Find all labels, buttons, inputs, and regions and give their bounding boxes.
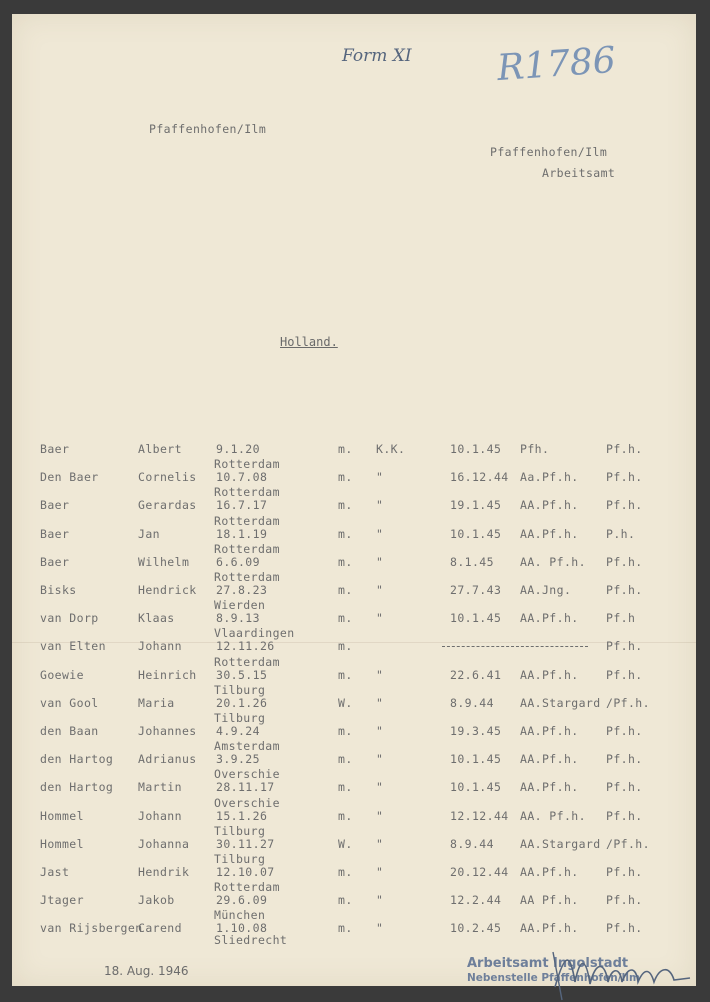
cell-firstname: Maria xyxy=(138,695,175,710)
cell-firstname: Johann xyxy=(138,639,182,654)
cell-firstname: Albert xyxy=(138,442,182,456)
cell-firstname: Adrianus xyxy=(138,752,197,767)
cell-marital: " xyxy=(376,893,384,908)
cell-date: 19.1.45 xyxy=(450,498,502,513)
cell-dest: Pf.h xyxy=(606,611,636,626)
cell-firstname: Klaas xyxy=(138,611,175,626)
cell-marital: " xyxy=(376,865,384,879)
cell-birth: 9.1.20 xyxy=(216,442,260,456)
cell-dest: Pf.h. xyxy=(606,808,643,823)
cell-surname: Baer xyxy=(40,526,70,541)
cell-sex: m. xyxy=(338,724,353,738)
cell-marital: " xyxy=(376,583,384,597)
cell-firstname: Johanna xyxy=(138,836,190,851)
office-stamp-line2: Nebenstelle Pfaffenhofen/Ilm xyxy=(467,972,640,984)
cell-birthplace: Tilburg xyxy=(214,852,266,866)
cell-marital: " xyxy=(376,498,384,513)
cell-birth: 12.10.07 xyxy=(216,865,275,879)
cell-birth: 3.9.25 xyxy=(216,752,260,767)
cell-birthplace: Rotterdam xyxy=(214,485,280,500)
cell-surname: Den Baer xyxy=(40,470,99,485)
cell-birth: 18.1.19 xyxy=(216,526,268,541)
cell-dest: /Pf.h. xyxy=(606,836,650,851)
cell-birth: 12.11.26 xyxy=(216,639,275,654)
cell-marital: " xyxy=(376,780,384,795)
cell-sex: m. xyxy=(338,808,353,823)
cell-dest: Pf.h. xyxy=(606,639,643,654)
cell-firstname: Cornelis xyxy=(138,470,197,485)
cell-surname: Baer xyxy=(40,442,70,456)
handwritten-signature xyxy=(550,932,700,1002)
blank-entry-line xyxy=(442,646,588,647)
cell-date: 27.7.43 xyxy=(450,583,502,597)
cell-surname: van Rijsbergen xyxy=(40,921,143,936)
cell-dest: /Pf.h. xyxy=(606,695,650,710)
cell-firstname: Wilhelm xyxy=(138,554,190,569)
header-right-office: Arbeitsamt xyxy=(542,166,616,180)
cell-firstname: Heinrich xyxy=(138,667,197,682)
cell-dest: Pf.h. xyxy=(606,752,643,767)
document-title: Holland. xyxy=(280,335,338,349)
cell-date: 10.1.45 xyxy=(450,752,502,767)
cell-date: 12.2.44 xyxy=(450,893,502,908)
cell-dest: Pf.h. xyxy=(606,865,643,879)
cell-birth: 20.1.26 xyxy=(216,695,268,710)
cell-agency: AA.Pf.h. xyxy=(520,724,579,738)
cell-date: 10.1.45 xyxy=(450,780,502,795)
date-stamp: 18. Aug. 1946 xyxy=(104,964,189,978)
cell-birth: 4.9.24 xyxy=(216,724,260,738)
cell-agency: Aa.Pf.h. xyxy=(520,470,579,485)
cell-sex: m. xyxy=(338,442,353,456)
cell-surname: den Hartog xyxy=(40,752,114,767)
cell-agency: AA. Pf.h. xyxy=(520,554,586,569)
cell-surname: Baer xyxy=(40,554,70,569)
cell-birthplace: Amsterdam xyxy=(214,739,280,754)
cell-date: 8.9.44 xyxy=(450,695,494,710)
cell-marital: " xyxy=(376,836,384,851)
paper-fold-line xyxy=(12,642,696,643)
cell-agency: AA.Stargard xyxy=(520,695,601,710)
cell-firstname: Johann xyxy=(138,808,182,823)
cell-date: 20.12.44 xyxy=(450,865,509,879)
handwritten-form-note: Form XI xyxy=(342,46,412,66)
cell-firstname: Hendrik xyxy=(138,865,190,879)
cell-agency: AA.Jng. xyxy=(520,583,572,597)
cell-agency: AA.Pf.h. xyxy=(520,498,579,513)
cell-surname: Hommel xyxy=(40,808,84,823)
cell-date: 10.1.45 xyxy=(450,611,502,626)
cell-surname: van Gool xyxy=(40,695,99,710)
cell-birth: 28.11.17 xyxy=(216,780,275,795)
cell-birth: 1.10.08 xyxy=(216,921,268,936)
cell-dest: Pf.h. xyxy=(606,442,643,456)
cell-date: 19.3.45 xyxy=(450,724,502,738)
cell-birthplace: Rotterdam xyxy=(214,513,280,528)
cell-birthplace: Vlaardingen xyxy=(214,626,295,641)
cell-firstname: Carend xyxy=(138,921,182,936)
cell-sex: m. xyxy=(338,865,353,879)
cell-date: 10.1.45 xyxy=(450,442,502,456)
cell-marital: " xyxy=(376,470,384,485)
cell-firstname: Gerardas xyxy=(138,498,197,513)
cell-sex: m. xyxy=(338,667,353,682)
cell-firstname: Martin xyxy=(138,780,182,795)
cell-dest: Pf.h. xyxy=(606,554,643,569)
header-left-place: Pfaffenhofen/Ilm xyxy=(149,122,267,136)
birthplace-last: Sliedrecht xyxy=(214,933,288,947)
cell-birth: 29.6.09 xyxy=(216,893,268,908)
cell-birth: 8.9.13 xyxy=(216,611,260,626)
cell-marital: " xyxy=(376,752,384,767)
cell-sex: m. xyxy=(338,526,353,541)
cell-marital: " xyxy=(376,667,384,682)
cell-firstname: Hendrick xyxy=(138,583,197,597)
handwritten-reference-number: R1786 xyxy=(495,39,618,90)
cell-surname: Baer xyxy=(40,498,70,513)
cell-birth: 15.1.26 xyxy=(216,808,268,823)
cell-dest: Pf.h. xyxy=(606,780,643,795)
cell-dest: Pf.h. xyxy=(606,498,643,513)
header-right-place: Pfaffenhofen/Ilm xyxy=(490,145,608,159)
cell-birthplace: München xyxy=(214,908,266,923)
cell-agency: AA Pf.h. xyxy=(520,893,579,908)
cell-sex: m. xyxy=(338,893,353,908)
cell-agency: AA.Pf.h. xyxy=(520,667,579,682)
cell-marital: K.K. xyxy=(376,442,406,456)
cell-surname: van Dorp xyxy=(40,611,99,626)
cell-agency: AA.Stargard xyxy=(520,836,601,851)
cell-birth: 27.8.23 xyxy=(216,583,268,597)
cell-birth: 30.11.27 xyxy=(216,836,275,851)
cell-birth: 6.6.09 xyxy=(216,554,260,569)
cell-birthplace: Overschie xyxy=(214,795,280,810)
cell-date: 10.2.45 xyxy=(450,921,502,936)
cell-birth: 10.7.08 xyxy=(216,470,268,485)
office-stamp-line1: Arbeitsamt Ingolstadt xyxy=(467,956,629,971)
cell-surname: Bisks xyxy=(40,583,77,597)
cell-date: 22.6.41 xyxy=(450,667,502,682)
cell-surname: Jtager xyxy=(40,893,84,908)
cell-sex: m. xyxy=(338,554,353,569)
cell-dest: P.h. xyxy=(606,526,636,541)
cell-sex: m. xyxy=(338,752,353,767)
cell-birthplace: Rotterdam xyxy=(214,570,280,584)
cell-birthplace: Rotterdam xyxy=(214,880,280,895)
cell-dest: Pf.h. xyxy=(606,893,643,908)
cell-marital: " xyxy=(376,724,384,738)
cell-sex: W. xyxy=(338,836,353,851)
cell-surname: Goewie xyxy=(40,667,84,682)
cell-date: 12.12.44 xyxy=(450,808,509,823)
cell-marital: " xyxy=(376,921,384,936)
cell-birthplace: Rotterdam xyxy=(214,457,280,472)
cell-birth: 30.5.15 xyxy=(216,667,268,682)
cell-dest: Pf.h. xyxy=(606,583,643,597)
cell-sex: m. xyxy=(338,780,353,795)
cell-agency: Pfh. xyxy=(520,442,550,456)
cell-sex: m. xyxy=(338,921,353,936)
cell-date: 8.1.45 xyxy=(450,554,494,569)
cell-surname: van Elten xyxy=(40,639,106,654)
cell-sex: m. xyxy=(338,498,353,513)
cell-dest: Pf.h. xyxy=(606,724,643,738)
cell-birthplace: Rotterdam xyxy=(214,654,280,669)
cell-birth: 16.7.17 xyxy=(216,498,268,513)
cell-dest: Pf.h. xyxy=(606,667,643,682)
document-page xyxy=(12,14,696,986)
cell-agency: AA.Pf.h. xyxy=(520,780,579,795)
cell-agency: AA.Pf.h. xyxy=(520,921,579,936)
cell-marital: " xyxy=(376,526,384,541)
cell-surname: den Hartog xyxy=(40,780,114,795)
cell-surname: den Baan xyxy=(40,724,99,738)
cell-agency: AA.Pf.h. xyxy=(520,752,579,767)
cell-birthplace: Rotterdam xyxy=(214,541,280,556)
cell-birthplace: Wierden xyxy=(214,598,266,613)
cell-marital: " xyxy=(376,695,384,710)
cell-agency: AA. Pf.h. xyxy=(520,808,586,823)
cell-marital: " xyxy=(376,808,384,823)
cell-dest: Pf.h. xyxy=(606,921,643,936)
cell-firstname: Johannes xyxy=(138,724,197,738)
cell-sex: W. xyxy=(338,695,353,710)
cell-birthplace: Tilburg xyxy=(214,823,266,838)
cell-birthplace: Overschie xyxy=(214,767,280,782)
cell-birthplace: Tilburg xyxy=(214,682,266,697)
cell-surname: Hommel xyxy=(40,836,84,851)
cell-agency: AA.Pf.h. xyxy=(520,865,579,879)
cell-sex: m. xyxy=(338,470,353,485)
cell-sex: m. xyxy=(338,639,353,654)
cell-surname: Jast xyxy=(40,865,70,879)
cell-firstname: Jakob xyxy=(138,893,175,908)
cell-sex: m. xyxy=(338,583,353,597)
cell-firstname: Jan xyxy=(138,526,160,541)
cell-sex: m. xyxy=(338,611,353,626)
cell-birthplace: Tilburg xyxy=(214,711,266,725)
cell-agency: AA.Pf.h. xyxy=(520,526,579,541)
cell-date: 16.12.44 xyxy=(450,470,509,485)
cell-agency: AA.Pf.h. xyxy=(520,611,579,626)
cell-date: 8.9.44 xyxy=(450,836,494,851)
cell-marital: " xyxy=(376,611,384,626)
cell-dest: Pf.h. xyxy=(606,470,643,485)
cell-marital: " xyxy=(376,554,384,569)
cell-date: 10.1.45 xyxy=(450,526,502,541)
